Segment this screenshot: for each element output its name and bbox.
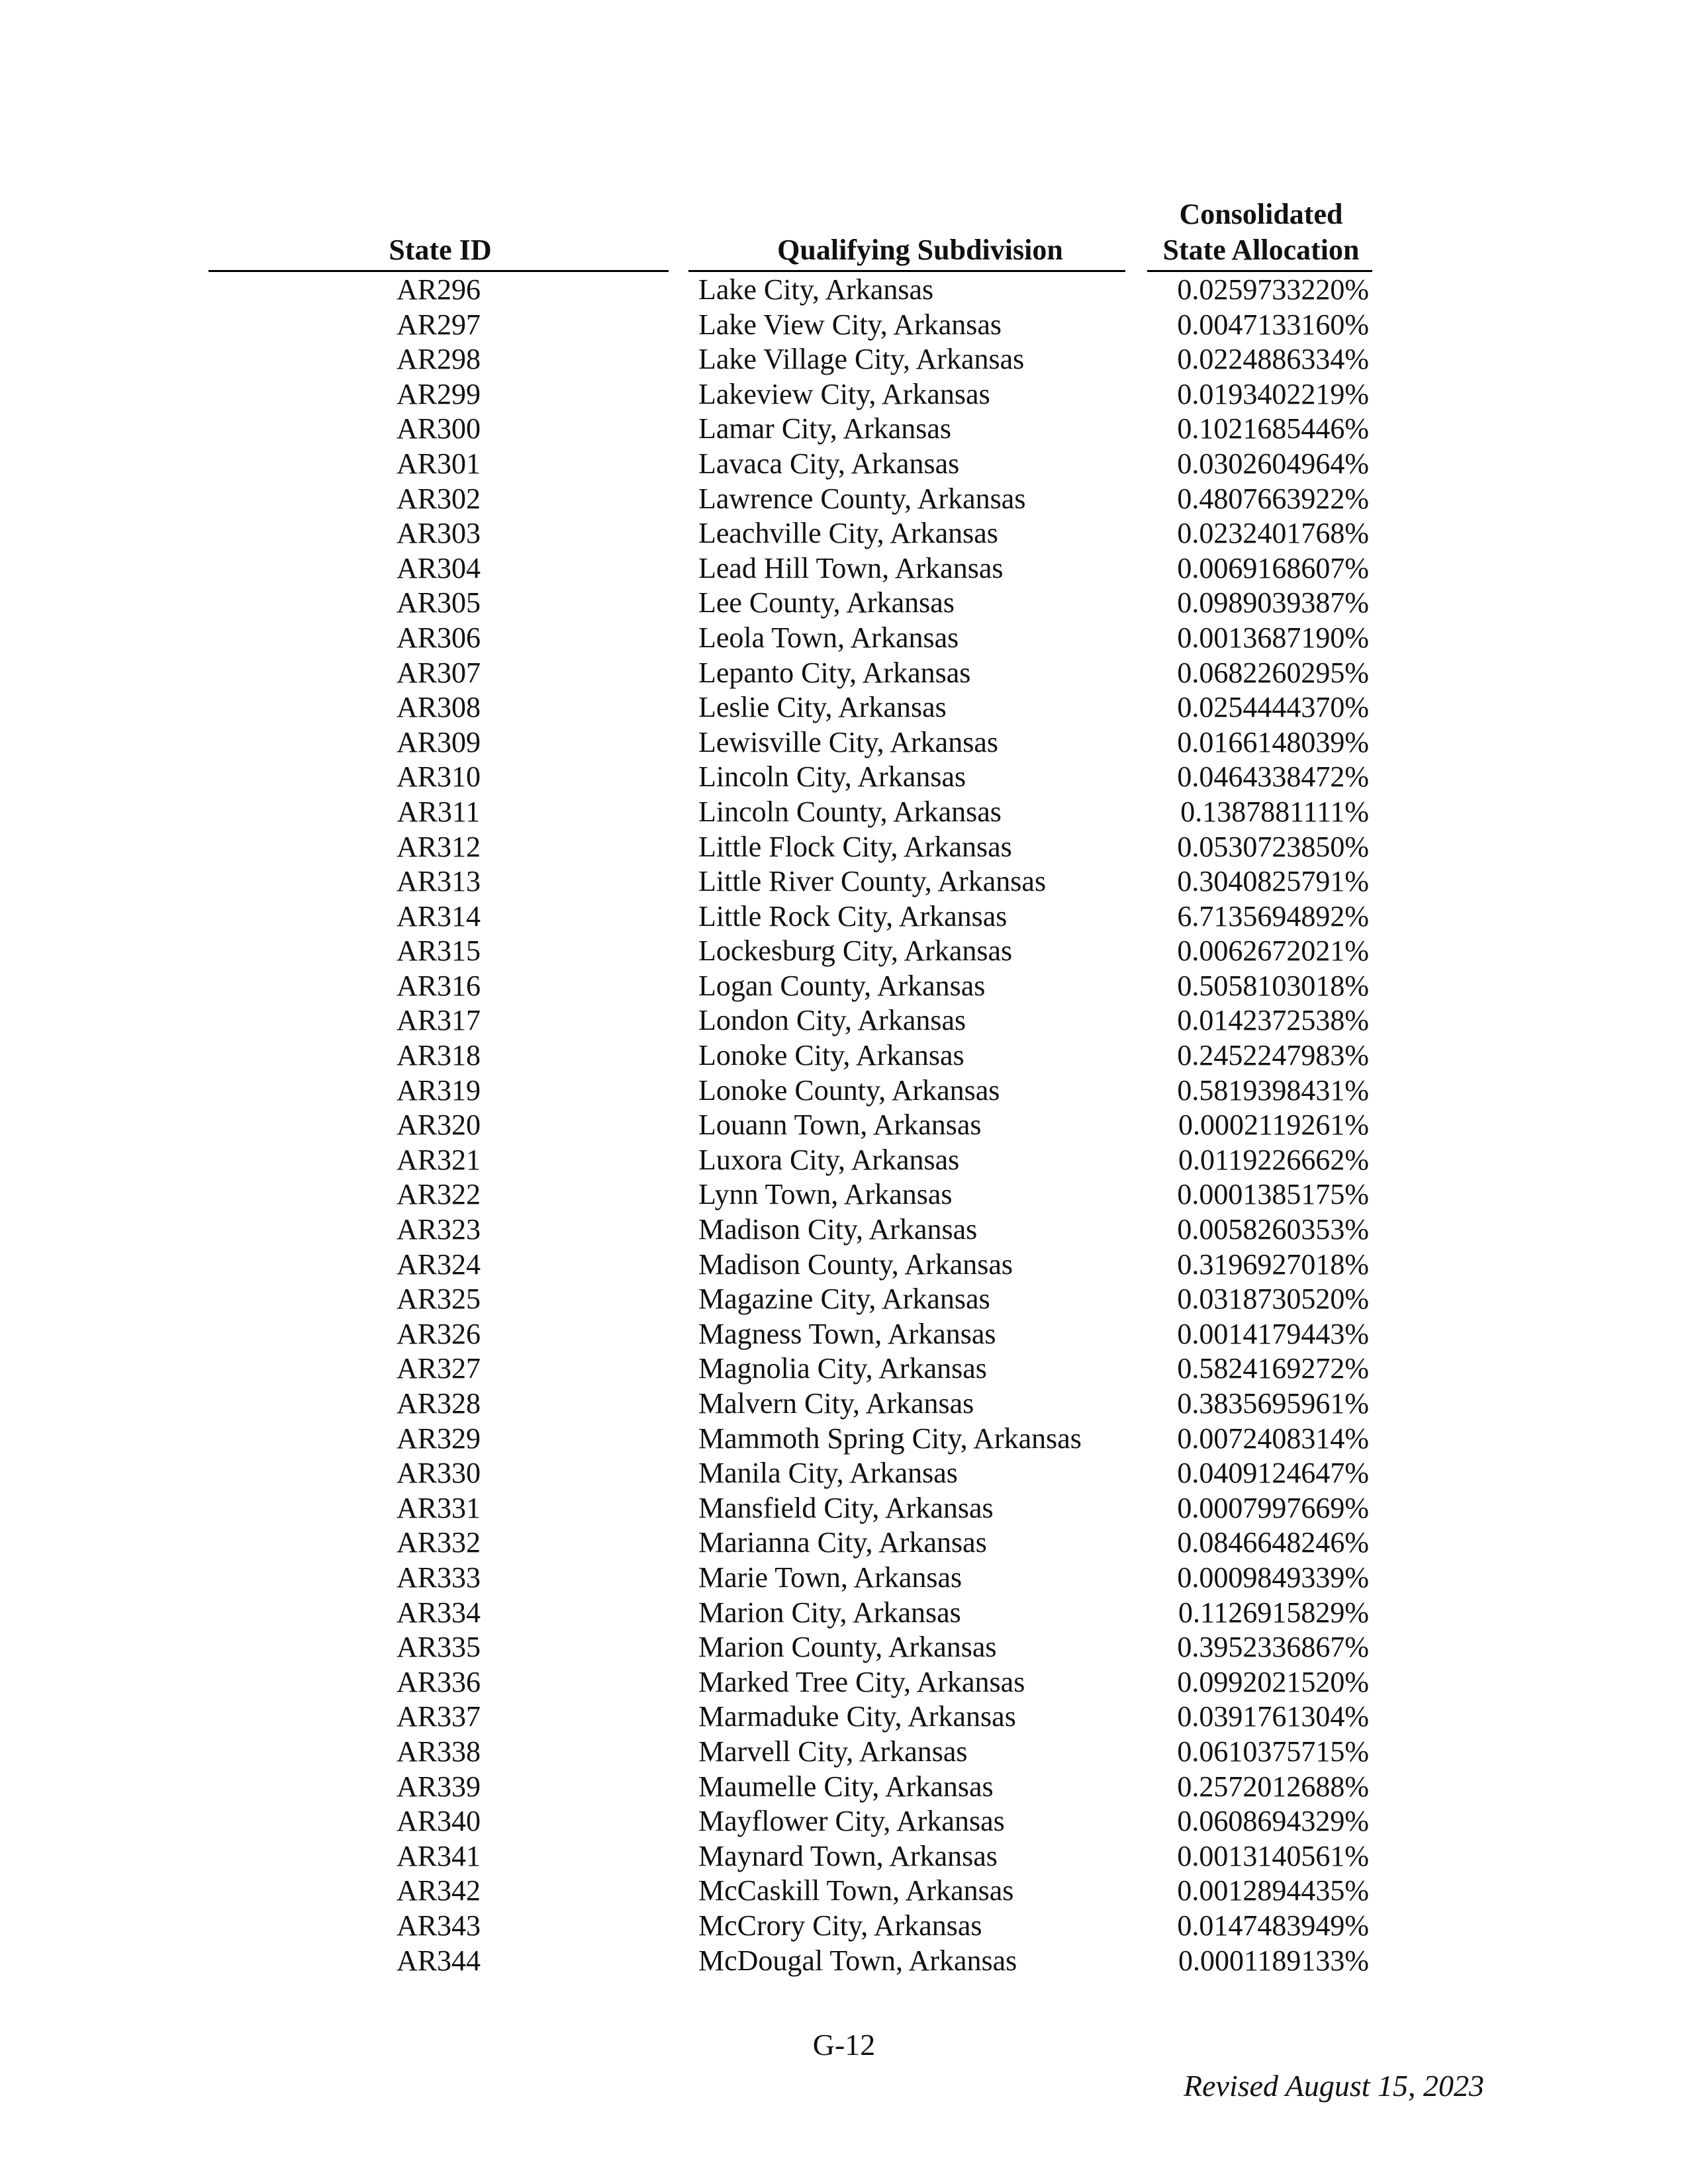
table-row <box>0 586 1688 621</box>
subdivision-cell: Louann Town, Arkansas <box>698 1109 982 1142</box>
allocation-cell: 0.0007997669% <box>1177 1491 1369 1524</box>
table-row <box>0 1143 1688 1178</box>
table-row <box>0 1387 1688 1422</box>
allocation-cell: 0.0846648246% <box>1177 1526 1369 1559</box>
subdivision-cell: Mansfield City, Arkansas <box>698 1491 994 1524</box>
state-id-cell: AR338 <box>396 1735 481 1768</box>
subdivision-cell: Lavaca City, Arkansas <box>698 447 960 480</box>
table-row <box>0 273 1688 308</box>
state-id-cell: AR317 <box>396 1004 481 1037</box>
table-row <box>0 760 1688 795</box>
state-id-cell: AR325 <box>396 1283 481 1316</box>
subdivision-cell: Mammoth Spring City, Arkansas <box>698 1422 1082 1455</box>
table-row <box>0 1422 1688 1457</box>
state-id-cell: AR337 <box>396 1700 481 1733</box>
table-row <box>0 1596 1688 1631</box>
subdivision-cell: Lake City, Arkansas <box>698 273 934 306</box>
table-row <box>0 864 1688 899</box>
table-row <box>0 1700 1688 1735</box>
subdivision-cell: Madison City, Arkansas <box>698 1213 978 1246</box>
subdivision-cell: Lake View City, Arkansas <box>698 308 1002 341</box>
allocation-cell: 0.4807663922% <box>1177 482 1369 515</box>
state-id-cell: AR341 <box>396 1839 481 1872</box>
subdivision-cell: Little River County, Arkansas <box>698 865 1047 898</box>
allocation-cell: 0.0254444370% <box>1177 691 1369 724</box>
state-id-cell: AR308 <box>396 691 481 724</box>
allocation-cell: 0.0147483949% <box>1177 1909 1369 1942</box>
table-row <box>0 1735 1688 1770</box>
state-id-cell: AR340 <box>396 1805 481 1838</box>
table-row <box>0 412 1688 447</box>
allocation-cell: 0.0014179443% <box>1177 1317 1369 1350</box>
allocation-cell: 0.0610375715% <box>1177 1735 1369 1768</box>
allocation-cell: 0.0058260353% <box>1177 1213 1369 1246</box>
table-row <box>0 934 1688 969</box>
state-id-cell: AR311 <box>397 795 481 828</box>
allocation-cell: 0.2572012688% <box>1177 1770 1369 1803</box>
table-row <box>0 795 1688 830</box>
header-allocation-line1: Consolidated <box>1179 198 1343 230</box>
allocation-cell: 6.7135694892% <box>1177 899 1369 933</box>
allocation-cell: 0.0062672021% <box>1177 934 1369 968</box>
allocation-cell: 0.0001189133% <box>1178 1944 1369 1977</box>
state-id-cell: AR342 <box>396 1874 481 1907</box>
table-row <box>0 830 1688 865</box>
subdivision-cell: Leachville City, Arkansas <box>698 517 998 550</box>
allocation-cell: 0.0992021520% <box>1177 1665 1369 1698</box>
header-rule-state-id <box>209 270 669 272</box>
subdivision-cell: Lead Hill Town, Arkansas <box>698 551 1004 584</box>
allocation-cell: 0.0391761304% <box>1177 1700 1369 1733</box>
allocation-cell: 0.0682260295% <box>1177 656 1369 689</box>
header-allocation-line2: State Allocation <box>1162 234 1360 266</box>
state-id-cell: AR336 <box>396 1665 481 1698</box>
allocation-cell: 0.0072408314% <box>1177 1422 1369 1455</box>
state-id-cell: AR315 <box>396 934 481 968</box>
state-id-cell: AR326 <box>396 1317 481 1350</box>
subdivision-cell: Maynard Town, Arkansas <box>698 1839 998 1872</box>
allocation-cell: 0.2452247983% <box>1177 1039 1369 1072</box>
header-qualifying-subdivision: Qualifying Subdivision <box>777 234 1063 266</box>
state-id-cell: AR302 <box>396 482 481 515</box>
allocation-cell: 0.0409124647% <box>1177 1457 1369 1490</box>
revision-date: Revised August 15, 2023 <box>1184 2069 1484 2103</box>
allocation-cell: 0.3952336867% <box>1177 1631 1369 1664</box>
state-id-cell: AR329 <box>396 1422 481 1455</box>
subdivision-cell: Lake Village City, Arkansas <box>698 343 1025 376</box>
allocation-cell: 0.5058103018% <box>1177 969 1369 1002</box>
subdivision-cell: Marmaduke City, Arkansas <box>698 1700 1016 1733</box>
subdivision-cell: Lawrence County, Arkansas <box>698 482 1026 515</box>
allocation-cell: 0.0989039387% <box>1177 586 1369 619</box>
allocation-cell: 0.3040825791% <box>1177 865 1369 898</box>
subdivision-cell: Luxora City, Arkansas <box>698 1143 960 1176</box>
subdivision-cell: Lakeview City, Arkansas <box>698 377 990 410</box>
subdivision-cell: Manila City, Arkansas <box>698 1457 958 1490</box>
subdivision-cell: McDougal Town, Arkansas <box>698 1944 1017 1977</box>
table-row <box>0 1212 1688 1248</box>
state-id-cell: AR344 <box>396 1944 481 1977</box>
subdivision-cell: Malvern City, Arkansas <box>698 1387 974 1420</box>
state-id-cell: AR330 <box>396 1457 481 1490</box>
table-row <box>0 899 1688 934</box>
state-id-cell: AR306 <box>396 621 481 654</box>
subdivision-cell: Lonoke City, Arkansas <box>698 1039 964 1072</box>
allocation-table-body <box>0 273 1688 1978</box>
state-id-cell: AR300 <box>396 412 481 445</box>
allocation-cell: 0.0232401768% <box>1177 517 1369 550</box>
state-id-cell: AR319 <box>396 1073 481 1107</box>
subdivision-cell: Leola Town, Arkansas <box>698 621 959 654</box>
state-id-cell: AR310 <box>396 760 481 794</box>
state-id-cell: AR314 <box>396 899 481 933</box>
table-row <box>0 1665 1688 1700</box>
state-id-cell: AR328 <box>396 1387 481 1420</box>
subdivision-cell: Lewisville City, Arkansas <box>698 725 998 758</box>
state-id-cell: AR332 <box>396 1526 481 1559</box>
subdivision-cell: Little Rock City, Arkansas <box>698 899 1008 933</box>
state-id-cell: AR313 <box>396 865 481 898</box>
subdivision-cell: Lynn Town, Arkansas <box>698 1178 953 1211</box>
table-row <box>0 1770 1688 1805</box>
allocation-cell: 0.0608694329% <box>1177 1805 1369 1838</box>
state-id-cell: AR335 <box>396 1631 481 1664</box>
state-id-cell: AR298 <box>396 343 481 376</box>
allocation-cell: 0.0464338472% <box>1177 760 1369 794</box>
state-id-cell: AR297 <box>396 308 481 341</box>
table-row <box>0 656 1688 691</box>
header-consolidated-state-allocation <box>1152 197 1370 268</box>
table-row <box>0 1525 1688 1561</box>
table-row <box>0 1177 1688 1212</box>
state-id-cell: AR304 <box>396 551 481 584</box>
subdivision-cell: Lincoln City, Arkansas <box>698 760 966 794</box>
allocation-cell: 0.3196927018% <box>1177 1248 1369 1281</box>
table-row <box>0 482 1688 517</box>
allocation-cell: 0.0012894435% <box>1177 1874 1369 1907</box>
allocation-cell: 0.0069168607% <box>1177 551 1369 584</box>
table-row <box>0 1456 1688 1491</box>
state-id-cell: AR309 <box>396 725 481 758</box>
subdivision-cell: Lonoke County, Arkansas <box>698 1073 1000 1107</box>
subdivision-cell: Lockesburg City, Arkansas <box>698 934 1013 968</box>
state-id-cell: AR339 <box>396 1770 481 1803</box>
allocation-cell: 0.0013687190% <box>1177 621 1369 654</box>
page-number: G-12 <box>812 2028 876 2062</box>
table-row <box>0 1003 1688 1038</box>
allocation-cell: 0.3835695961% <box>1177 1387 1369 1420</box>
state-id-cell: AR331 <box>396 1491 481 1524</box>
allocation-cell: 0.5819398431% <box>1177 1073 1369 1107</box>
allocation-cell: 0.0009849339% <box>1177 1561 1369 1594</box>
table-row <box>0 308 1688 343</box>
header-rule-subdivision <box>688 270 1125 272</box>
subdivision-cell: Magazine City, Arkansas <box>698 1283 990 1316</box>
table-row <box>0 377 1688 412</box>
allocation-cell: 0.1021685446% <box>1177 412 1369 445</box>
allocation-cell: 0.1126915829% <box>1178 1596 1369 1629</box>
subdivision-cell: Marion County, Arkansas <box>698 1631 997 1664</box>
allocation-cell: 0.0318730520% <box>1177 1283 1369 1316</box>
subdivision-cell: Marianna City, Arkansas <box>698 1526 987 1559</box>
subdivision-cell: Logan County, Arkansas <box>698 969 986 1002</box>
table-row <box>0 1491 1688 1526</box>
allocation-cell: 0.0193402219% <box>1177 377 1369 410</box>
subdivision-cell: London City, Arkansas <box>698 1004 966 1037</box>
table-row <box>0 969 1688 1004</box>
table-row <box>0 342 1688 377</box>
allocation-cell: 0.0119226662% <box>1178 1143 1369 1176</box>
allocation-cell: 0.0302604964% <box>1177 447 1369 480</box>
state-id-cell: AR323 <box>396 1213 481 1246</box>
subdivision-cell: Little Flock City, Arkansas <box>698 830 1012 863</box>
subdivision-cell: Marked Tree City, Arkansas <box>698 1665 1025 1698</box>
state-id-cell: AR334 <box>396 1596 481 1629</box>
subdivision-cell: Maumelle City, Arkansas <box>698 1770 994 1803</box>
subdivision-cell: Leslie City, Arkansas <box>698 691 947 724</box>
table-row <box>0 1804 1688 1839</box>
header-state-id: State ID <box>389 234 492 266</box>
allocation-cell: 0.0001385175% <box>1177 1178 1369 1211</box>
state-id-cell: AR318 <box>396 1039 481 1072</box>
state-id-cell: AR320 <box>396 1109 481 1142</box>
state-id-cell: AR333 <box>396 1561 481 1594</box>
subdivision-cell: Lamar City, Arkansas <box>698 412 952 445</box>
table-row <box>0 1108 1688 1143</box>
allocation-cell: 0.0530723850% <box>1177 830 1369 863</box>
subdivision-cell: Lee County, Arkansas <box>698 586 955 619</box>
allocation-cell: 0.0013140561% <box>1177 1839 1369 1872</box>
state-id-cell: AR301 <box>396 447 481 480</box>
subdivision-cell: Mayflower City, Arkansas <box>698 1805 1005 1838</box>
allocation-cell: 0.0002119261% <box>1178 1109 1369 1142</box>
allocation-cell: 0.0259733220% <box>1177 273 1369 306</box>
subdivision-cell: McCrory City, Arkansas <box>698 1909 982 1942</box>
table-row <box>0 690 1688 725</box>
allocation-cell: 0.0047133160% <box>1177 308 1369 341</box>
table-row <box>0 1038 1688 1073</box>
table-row <box>0 1351 1688 1387</box>
subdivision-cell: Marion City, Arkansas <box>698 1596 961 1629</box>
subdivision-cell: Marvell City, Arkansas <box>698 1735 968 1768</box>
allocation-cell: 0.0224886334% <box>1177 343 1369 376</box>
state-id-cell: AR307 <box>396 656 481 689</box>
allocation-cell: 0.0166148039% <box>1177 725 1369 758</box>
allocation-cell: 0.1387881111% <box>1180 795 1369 828</box>
table-row <box>0 1317 1688 1352</box>
table-row <box>0 1630 1688 1665</box>
table-row <box>0 1248 1688 1283</box>
table-row <box>0 1944 1688 1979</box>
table-row <box>0 551 1688 586</box>
state-id-cell: AR321 <box>396 1143 481 1176</box>
subdivision-cell: McCaskill Town, Arkansas <box>698 1874 1014 1907</box>
state-id-cell: AR327 <box>396 1352 481 1385</box>
state-id-cell: AR305 <box>396 586 481 619</box>
table-row <box>0 1073 1688 1109</box>
subdivision-cell: Madison County, Arkansas <box>698 1248 1013 1281</box>
header-rule-allocation <box>1147 270 1372 272</box>
state-id-cell: AR299 <box>396 377 481 410</box>
table-row <box>0 621 1688 656</box>
subdivision-cell: Magness Town, Arkansas <box>698 1317 996 1350</box>
table-row <box>0 1874 1688 1909</box>
table-row <box>0 1282 1688 1317</box>
table-row <box>0 1561 1688 1596</box>
state-id-cell: AR324 <box>396 1248 481 1281</box>
table-row <box>0 516 1688 551</box>
table-row <box>0 1909 1688 1944</box>
table-row <box>0 1839 1688 1874</box>
allocation-cell: 0.5824169272% <box>1177 1352 1369 1385</box>
state-id-cell: AR303 <box>396 517 481 550</box>
subdivision-cell: Marie Town, Arkansas <box>698 1561 962 1594</box>
table-row <box>0 447 1688 482</box>
state-id-cell: AR316 <box>396 969 481 1002</box>
subdivision-cell: Lincoln County, Arkansas <box>698 795 1002 828</box>
state-id-cell: AR322 <box>396 1178 481 1211</box>
subdivision-cell: Lepanto City, Arkansas <box>698 656 971 689</box>
state-id-cell: AR312 <box>396 830 481 863</box>
state-id-cell: AR343 <box>396 1909 481 1942</box>
allocation-cell: 0.0142372538% <box>1177 1004 1369 1037</box>
state-id-cell: AR296 <box>396 273 481 306</box>
subdivision-cell: Magnolia City, Arkansas <box>698 1352 987 1385</box>
table-row <box>0 725 1688 760</box>
